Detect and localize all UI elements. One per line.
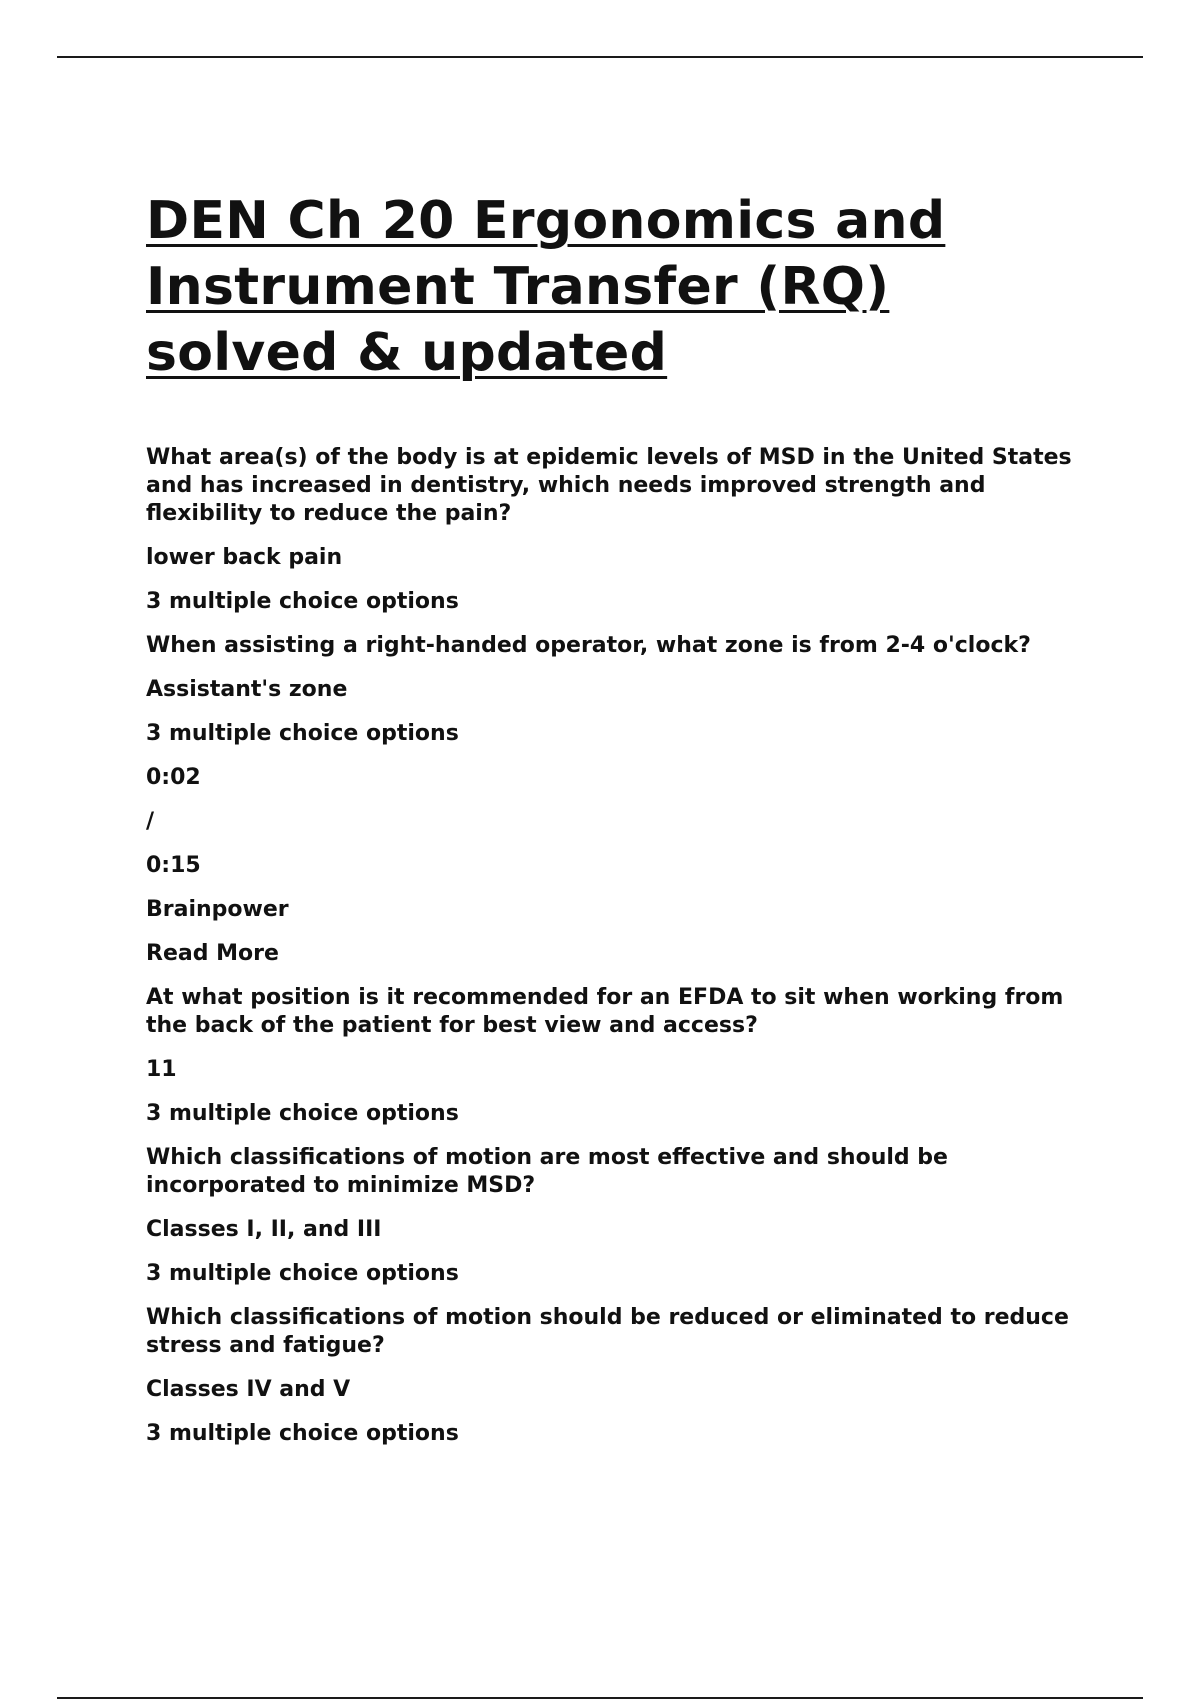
read-more-text: Read More — [146, 941, 279, 966]
answer-5: Classes IV and V — [146, 1377, 351, 1402]
video-duration: 0:15 — [146, 853, 201, 878]
answer-3: 11 — [146, 1057, 177, 1082]
question-4: Which classifications of motion are most effective and should be incorporated to minimize MSD? — [146, 1145, 948, 1198]
document-body — [146, 188, 1106, 1464]
choice-note-4: 3 multiple choice options — [146, 1261, 459, 1286]
question-2: When assisting a right-handed operator, what zone is from 2-4 o'clock? — [146, 633, 1031, 658]
choice-note-3: 3 multiple choice options — [146, 1101, 459, 1126]
question-5: Which classifications of motion should be reduced or eliminated to reduce stress and fatigue? — [146, 1305, 1069, 1358]
document-title: DEN Ch 20 Ergonomics and Instrument Transfer (RQ) solved & updated — [146, 191, 946, 383]
question-1: What area(s) of the body is at epidemic levels of MSD in the United States and has increased in dentistry, which needs improved strength and flexibility to reduce the pain? — [146, 445, 1072, 526]
bottom-rule — [57, 1697, 1143, 1699]
video-time-separator: / — [146, 809, 155, 834]
choice-note-2: 3 multiple choice options — [146, 721, 459, 746]
brainpower-label: Brainpower — [146, 897, 289, 922]
qa-list — [146, 444, 1106, 1448]
top-rule — [57, 56, 1143, 58]
video-current-time: 0:02 — [146, 765, 201, 790]
choice-note-5: 3 multiple choice options — [146, 1421, 459, 1446]
question-3: At what position is it recommended for an EFDA to sit when working from the back of the patient for best view and access? — [146, 985, 1064, 1038]
answer-1: lower back pain — [146, 545, 343, 570]
answer-2: Assistant's zone — [146, 677, 348, 702]
choice-note-1: 3 multiple choice options — [146, 589, 459, 614]
answer-4: Classes I, II, and III — [146, 1217, 382, 1242]
